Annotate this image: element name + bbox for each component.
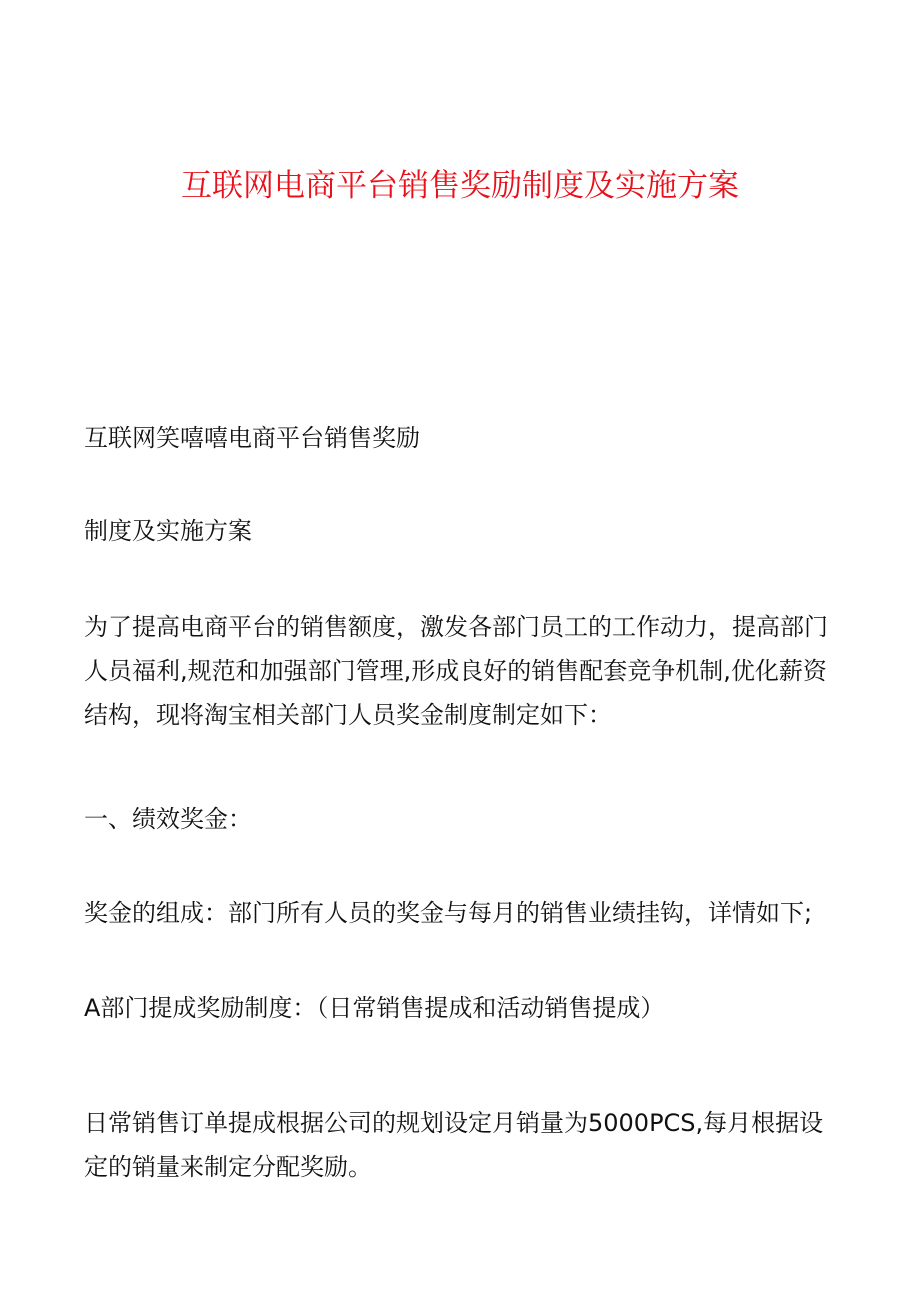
paragraph-subtitle-line-2: 制度及实施方案: [84, 517, 252, 545]
section-heading-performance-bonus: 一、绩效奖金：: [84, 805, 252, 833]
document-title: 互联网电商平台销售奖励制度及实施方案: [181, 168, 739, 204]
paragraph-bonus-composition: 奖金的组成：部门所有人员的奖金与每月的销售业绩挂钩，详情如下;: [84, 899, 813, 927]
paragraph-department-a-commission: A部门提成奖励制度：（日常销售提成和活动销售提成）: [84, 994, 665, 1022]
paragraph-daily-sales-commission: 日常销售订单提成根据公司的规划设定月销量为5000PCS,每月根据设定的销量来制定分配奖励。: [84, 1109, 824, 1181]
paragraph-subtitle-line-1: 互联网笑嘻嘻电商平台销售奖励: [84, 424, 420, 452]
paragraph-intro: 为了提高电商平台的销售额度，激发各部门员工的工作动力，提高部门人员福利,规范和加强部门管理,形成良好的销售配套竞争机制,优化薪资结构，现将淘宝相关部门人员奖金制度制定如下：: [84, 613, 828, 729]
